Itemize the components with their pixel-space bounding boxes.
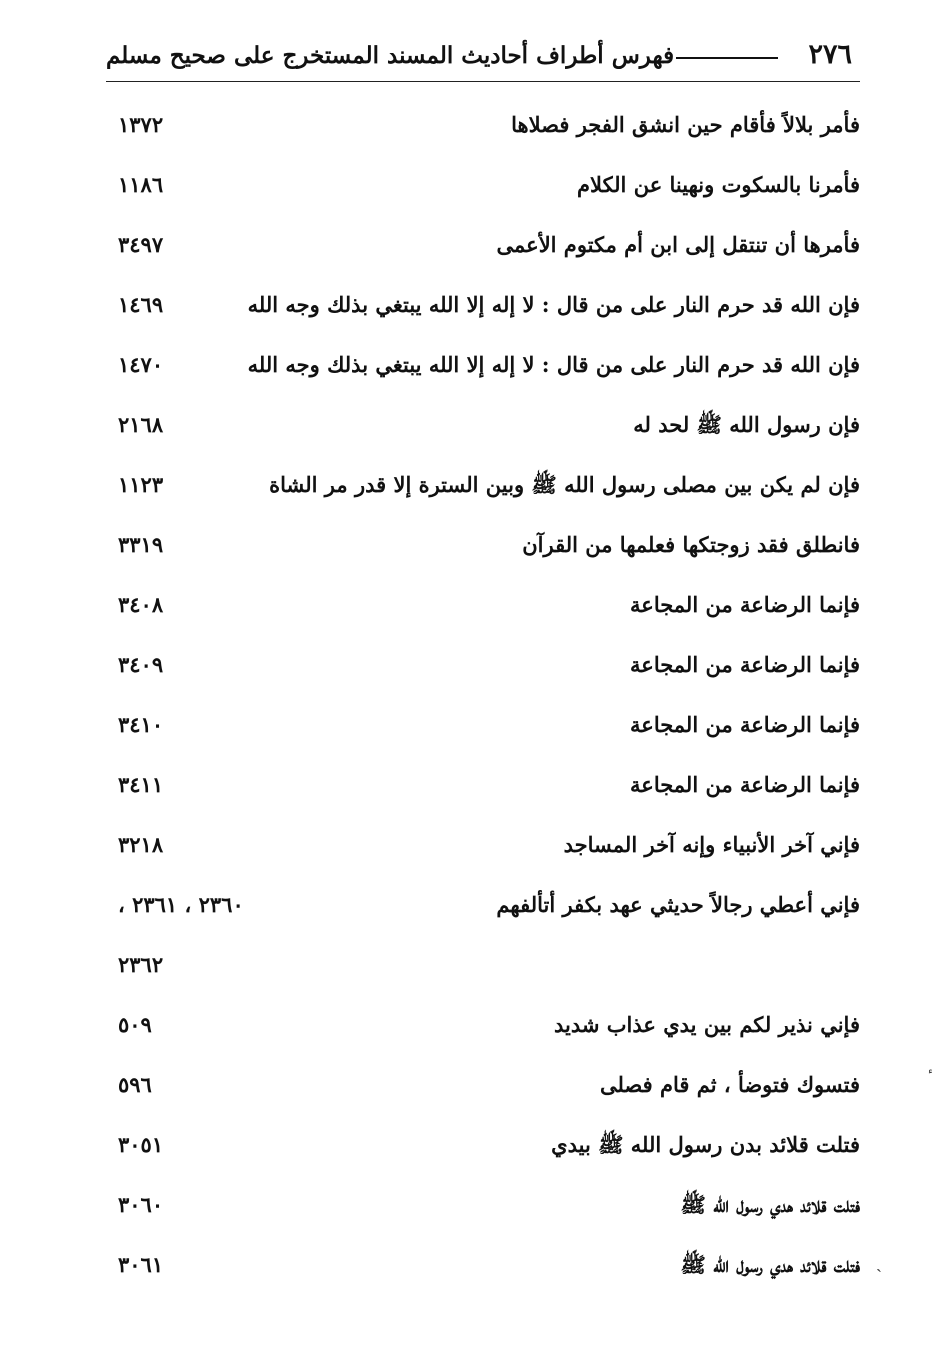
hadith-reference-numbers: ٣٠٥١ — [118, 1132, 164, 1157]
index-entry — [100, 815, 860, 875]
index-entry — [100, 95, 860, 155]
hadith-incipit: فأمر بلالاً فأقام حين انشق الفجر فصلاها — [511, 112, 860, 137]
hadith-incipit: فتلت قلائد بدن رسول الله ﷺ بيدي — [551, 1132, 860, 1157]
running-title: فهرس أطراف أحاديث المسند المستخرج على صحيح مسلم — [106, 42, 675, 69]
hadith-reference-numbers: ٣٢١٨ — [118, 832, 164, 857]
index-entries — [100, 95, 860, 1295]
hadith-reference-numbers: ٢٣٦٠ ، ٢٣٦١ ، — [118, 892, 244, 917]
header-underline — [106, 81, 860, 82]
index-entry — [100, 755, 860, 815]
index-entry — [100, 1055, 860, 1115]
index-entry — [100, 995, 860, 1055]
hadith-reference-numbers: ١١٢٣ — [118, 472, 164, 497]
index-entry — [100, 335, 860, 395]
hadith-reference-numbers: ١٣٧٢ — [118, 112, 164, 137]
hadith-reference-numbers: ١٤٦٩ — [118, 292, 164, 317]
hadith-incipit: فإنما الرضاعة من المجاعة — [630, 772, 860, 797]
index-entry — [100, 155, 860, 215]
index-entry — [100, 275, 860, 335]
hadith-incipit: فأمرها أن تنتقل إلى ابن أم مكتوم الأعمى — [496, 232, 860, 257]
index-entry — [100, 1115, 860, 1175]
hadith-incipit: فإني نذير لكم بين يدي عذاب شديد — [553, 1012, 860, 1037]
hadith-reference-numbers: ٣٠٦١ — [118, 1252, 164, 1277]
hadith-reference-numbers: ٣٤٠٨ — [118, 592, 164, 617]
hadith-reference-numbers: ٣٤١٠ — [118, 712, 164, 737]
hadith-reference-numbers: ١٤٧٠ — [118, 352, 164, 377]
hadith-incipit: فتسوك فتوضأ ، ثم قام فصلى — [599, 1072, 860, 1097]
index-entry — [100, 515, 860, 575]
hadith-reference-numbers: ٣٤٩٧ — [118, 232, 164, 257]
index-entry — [100, 455, 860, 515]
index-entry — [100, 1175, 860, 1235]
hadith-incipit: فانطلق فقد زوجتكها فعلمها من القرآن — [522, 532, 860, 557]
hadith-incipit: فإنما الرضاعة من المجاعة — [630, 712, 860, 737]
hadith-reference-numbers: ٥٠٩ — [118, 1012, 152, 1037]
index-entry-continuation — [100, 935, 860, 995]
running-head — [100, 36, 860, 82]
hadith-incipit: فأمرنا بالسكوت ونهينا عن الكلام — [577, 172, 860, 197]
hadith-incipit: فإن لم يكن بين مصلى رسول الله ﷺ وبين السترة إلا قدر مر الشاة — [269, 472, 860, 497]
index-entry — [100, 1235, 860, 1295]
hadith-incipit: فإن رسول الله ﷺ لحد له — [633, 412, 860, 437]
hadith-reference-numbers: ٢٣٦٢ — [118, 952, 164, 977]
hadith-incipit: فإنما الرضاعة من المجاعة — [630, 652, 860, 677]
hadith-incipit: فتلت قلائد هدي رسول الله ﷺ — [680, 1252, 860, 1277]
hadith-incipit: فإني أعطي رجالاً حديثي عهد بكفر أتألفهم — [496, 892, 860, 917]
hadith-incipit: فإنما الرضاعة من المجاعة — [630, 592, 860, 617]
hadith-incipit: فإن الله قد حرم النار على من قال : لا إله إلا الله يبتغي بذلك وجه الله — [247, 292, 860, 317]
index-entry — [100, 215, 860, 275]
hadith-reference-numbers: ٣٤١١ — [118, 772, 164, 797]
hadith-incipit: فإن الله قد حرم النار على من قال : لا إله إلا الله يبتغي بذلك وجه الله — [247, 352, 860, 377]
hadith-reference-numbers: ٣٣١٩ — [118, 532, 164, 557]
hadith-incipit: فإني آخر الأنبياء وإنه آخر المساجد — [563, 832, 860, 857]
index-entry — [100, 395, 860, 455]
index-entry — [100, 695, 860, 755]
hadith-reference-numbers: ٢١٦٨ — [118, 412, 164, 437]
hadith-reference-numbers: ١١٨٦ — [118, 172, 164, 197]
index-entry — [100, 875, 860, 935]
hadith-reference-numbers: ٣٠٦٠ — [118, 1192, 164, 1217]
header-rule — [676, 57, 778, 59]
index-entry — [100, 635, 860, 695]
hadith-reference-numbers: ٥٩٦ — [118, 1072, 152, 1097]
hadith-incipit: فتلت قلائد هدي رسول الله ﷺ — [680, 1192, 860, 1217]
hadith-reference-numbers: ٣٤٠٩ — [118, 652, 164, 677]
scan-margin-mark: ˏ — [876, 1252, 882, 1273]
index-entry — [100, 575, 860, 635]
page-number: ٢٧٦ — [808, 39, 852, 70]
